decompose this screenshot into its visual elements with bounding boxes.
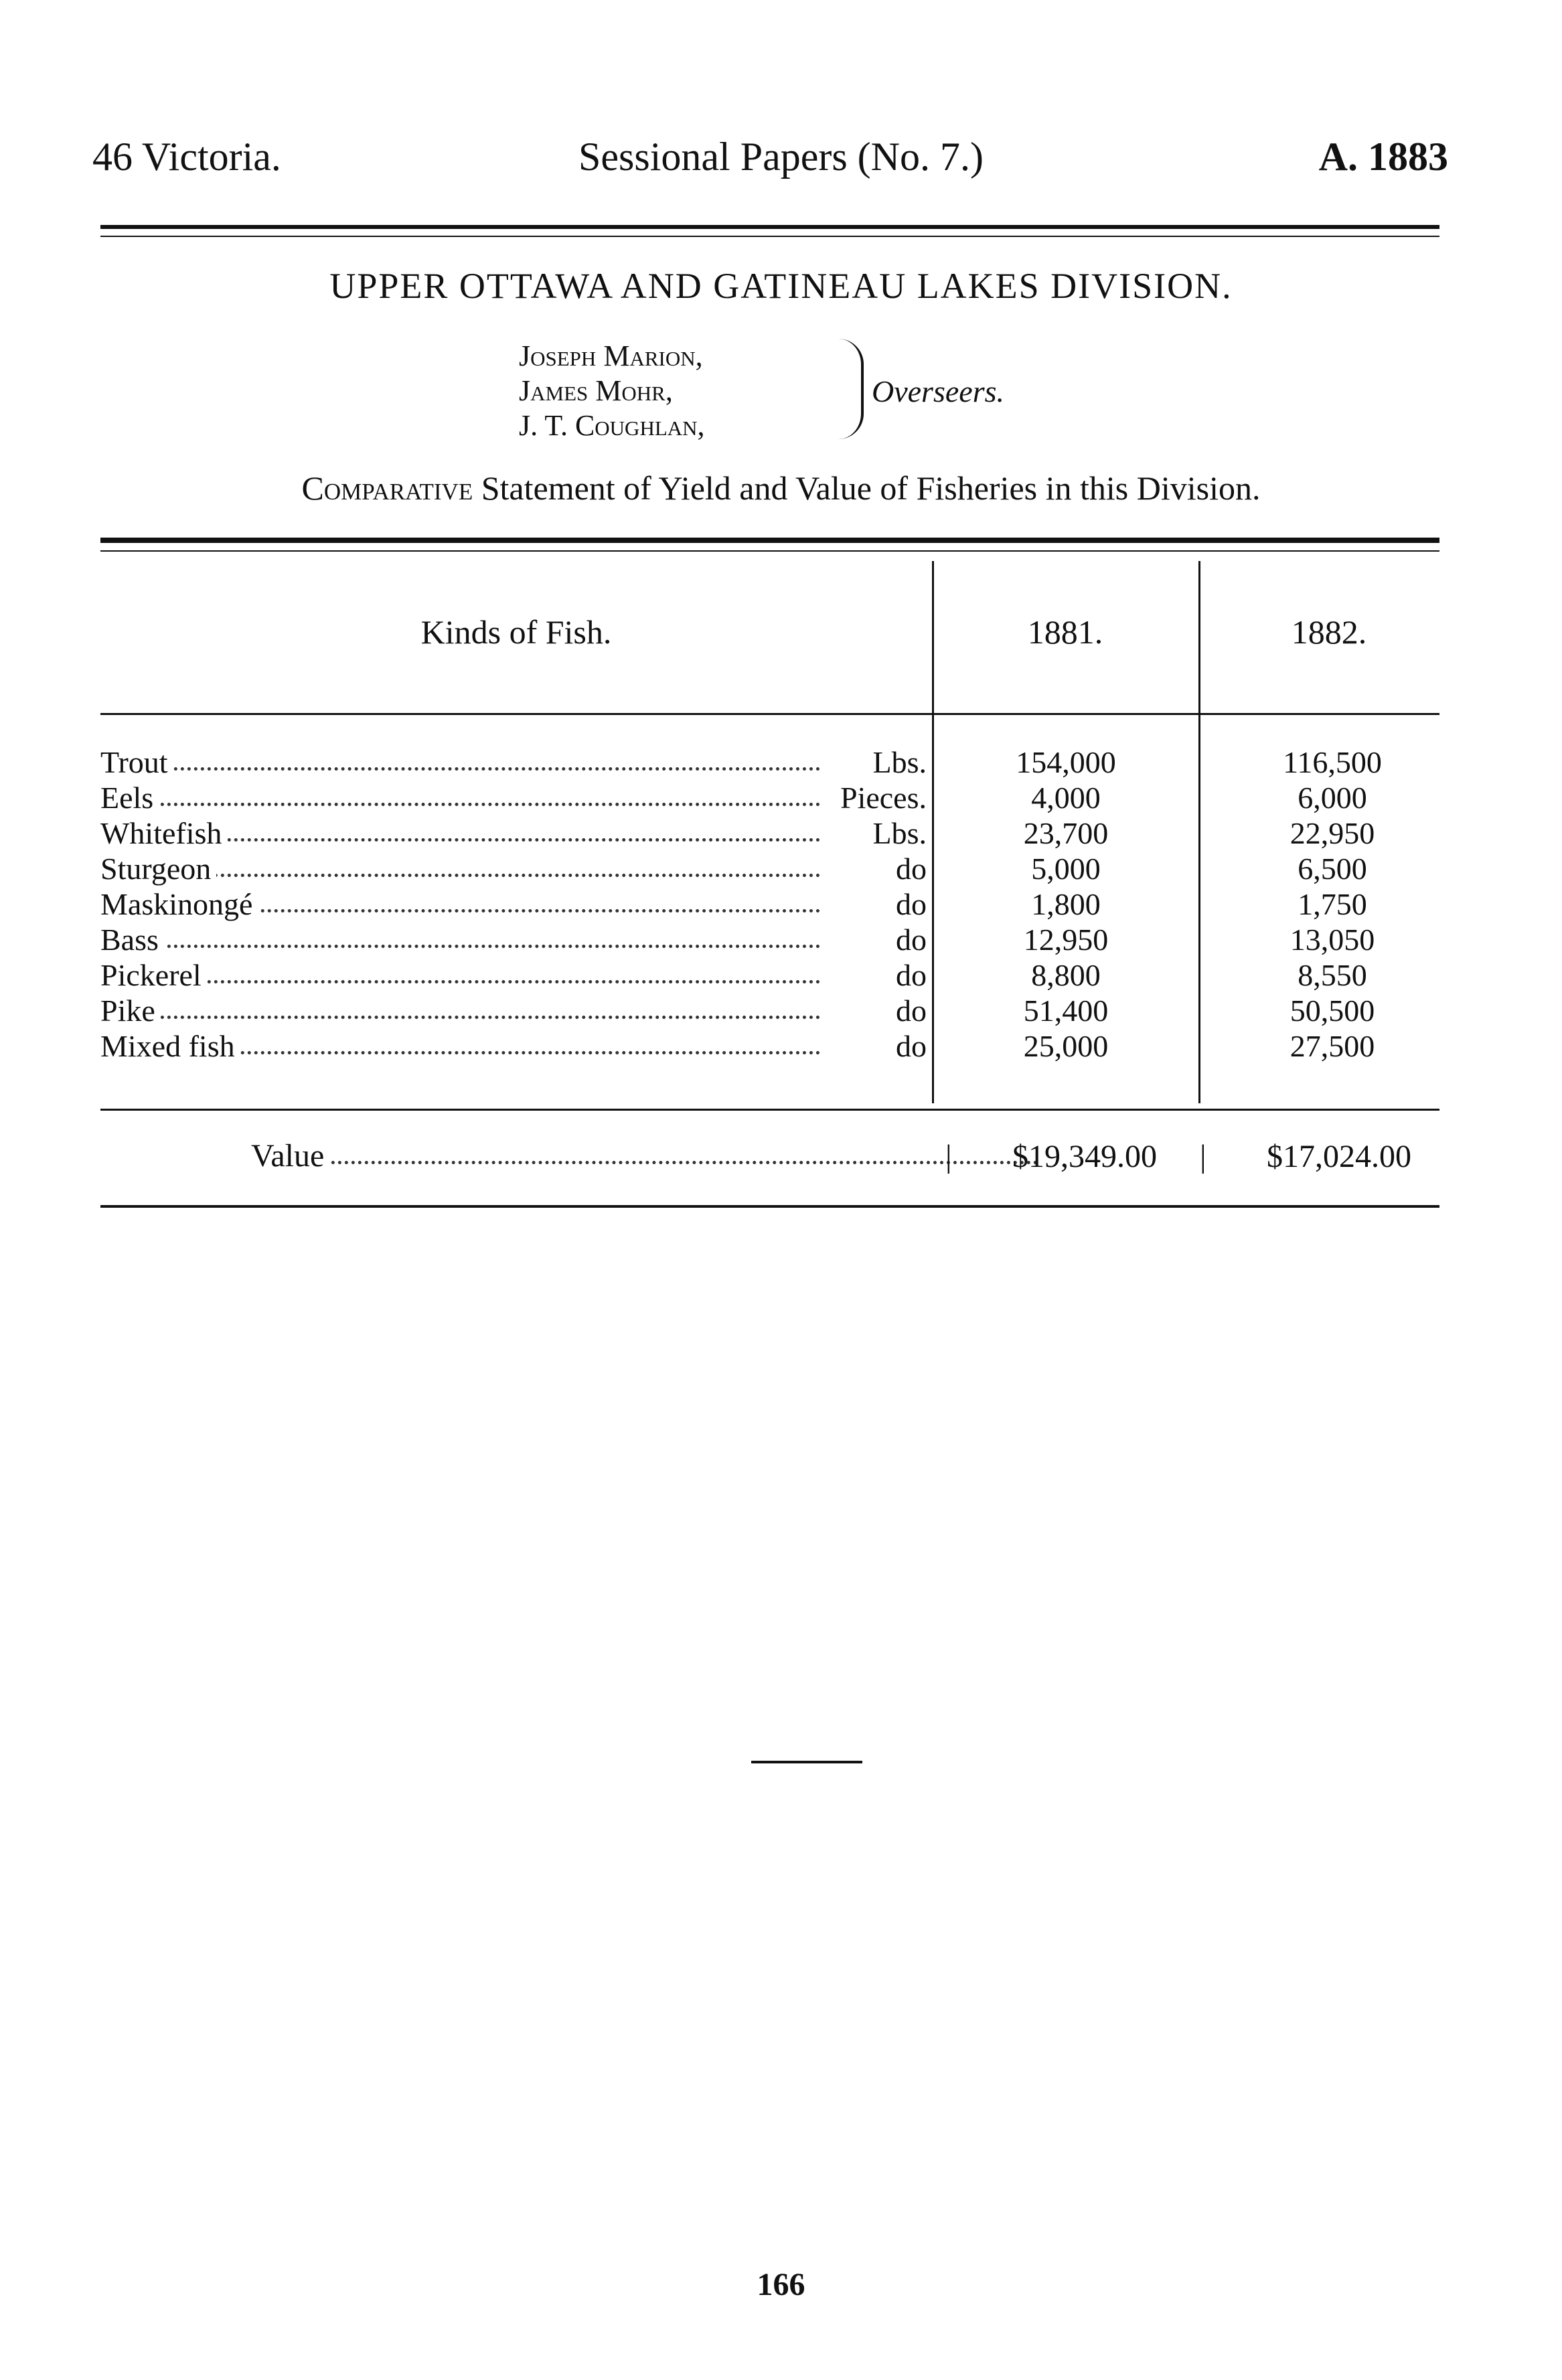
value-1882: 22,950 <box>1290 816 1375 850</box>
statement-text: Statement of Yield and Value of Fisheries in this Division. <box>473 469 1261 507</box>
value-1881: 8,800 <box>1031 958 1101 992</box>
unit: Lbs. <box>869 815 927 852</box>
table-top-rule-thin <box>100 550 1439 552</box>
overseer-name: James Mohr, <box>519 374 673 407</box>
table-row <box>100 886 932 923</box>
running-header-right: A. 1883 <box>1318 135 1448 179</box>
leader-dots <box>100 1016 820 1019</box>
fish-name: Bass <box>100 923 164 957</box>
page-number: 166 <box>757 2267 805 2302</box>
table-row <box>100 815 932 852</box>
total-1881: $19,349.00 <box>1012 1139 1157 1174</box>
value-1881: 51,400 <box>1023 994 1109 1028</box>
unit: do <box>892 957 927 994</box>
value-1882: 8,550 <box>1298 958 1367 992</box>
leader-dots <box>100 767 820 771</box>
overseers-brace <box>838 339 864 439</box>
table-row <box>100 993 932 1029</box>
value-1882: 6,000 <box>1298 781 1367 815</box>
header-rule <box>100 225 1439 229</box>
unit: Lbs. <box>869 744 927 781</box>
unit: do <box>892 922 927 958</box>
value-1882: 50,500 <box>1290 994 1375 1028</box>
overseer-name: J. T. Coughlan, <box>519 409 705 442</box>
total-pipe: | <box>1200 1139 1206 1174</box>
table-row <box>100 1028 932 1064</box>
total-pipe: | <box>945 1139 952 1174</box>
column-header-1882: 1882. <box>1291 613 1367 651</box>
value-1881: 12,950 <box>1023 923 1109 957</box>
unit: do <box>892 886 927 923</box>
unit: do <box>892 1028 927 1064</box>
table-bottom-rule <box>100 1205 1439 1208</box>
value-1881: 1,800 <box>1031 887 1101 921</box>
header-rule-thin <box>100 236 1439 237</box>
leader-dots <box>100 980 820 983</box>
fish-name: Mixed fish <box>100 1029 240 1063</box>
column-header-kinds: Kinds of Fish. <box>420 613 612 651</box>
total-label: Value <box>251 1138 329 1174</box>
fish-name: Pickerel <box>100 958 207 992</box>
value-1882: 1,750 <box>1298 887 1367 921</box>
unit: do <box>892 993 927 1029</box>
leader-dots <box>100 803 820 806</box>
section-end-rule <box>751 1761 862 1763</box>
leader-dots <box>100 945 820 948</box>
statement-caption <box>0 469 1562 507</box>
value-1881: 25,000 <box>1023 1029 1109 1063</box>
value-1881: 23,700 <box>1023 816 1109 850</box>
running-header-left: 46 Victoria. <box>92 135 281 179</box>
value-1882: 116,500 <box>1283 745 1382 779</box>
table-row <box>100 922 932 958</box>
table-row <box>100 851 932 887</box>
total-divider-rule <box>100 1109 1439 1111</box>
value-1881: 4,000 <box>1031 781 1101 815</box>
value-1882: 6,500 <box>1298 852 1367 886</box>
fish-name: Trout <box>100 745 173 779</box>
value-1881: 154,000 <box>1016 745 1116 779</box>
leader-dots <box>251 1161 1038 1164</box>
value-1881: 5,000 <box>1031 852 1101 886</box>
running-header-center: Sessional Papers (No. 7.) <box>578 135 984 179</box>
overseers-label: Overseers. <box>872 374 1004 408</box>
total-1882: $17,024.00 <box>1267 1139 1411 1174</box>
table-row <box>100 744 932 781</box>
fish-name: Whitefish <box>100 816 227 850</box>
header-divider-rule <box>100 713 1439 715</box>
table-row <box>100 780 932 816</box>
division-title: UPPER OTTAWA AND GATINEAU LAKES DIVISION. <box>329 266 1233 306</box>
value-1882: 27,500 <box>1290 1029 1375 1063</box>
statement-lead: Comparative <box>301 469 473 507</box>
overseer-name: Joseph Marion, <box>519 339 703 372</box>
fish-name: Pike <box>100 994 161 1028</box>
table-top-rule <box>100 538 1439 543</box>
column-header-1881: 1881. <box>1027 613 1103 651</box>
table-row <box>100 957 932 994</box>
fish-name: Sturgeon <box>100 852 216 886</box>
value-1882: 13,050 <box>1290 923 1375 957</box>
unit: do <box>892 851 927 887</box>
unit: Pieces. <box>836 780 927 816</box>
fish-name: Eels <box>100 781 159 815</box>
fish-name: Maskinongé <box>100 887 258 921</box>
